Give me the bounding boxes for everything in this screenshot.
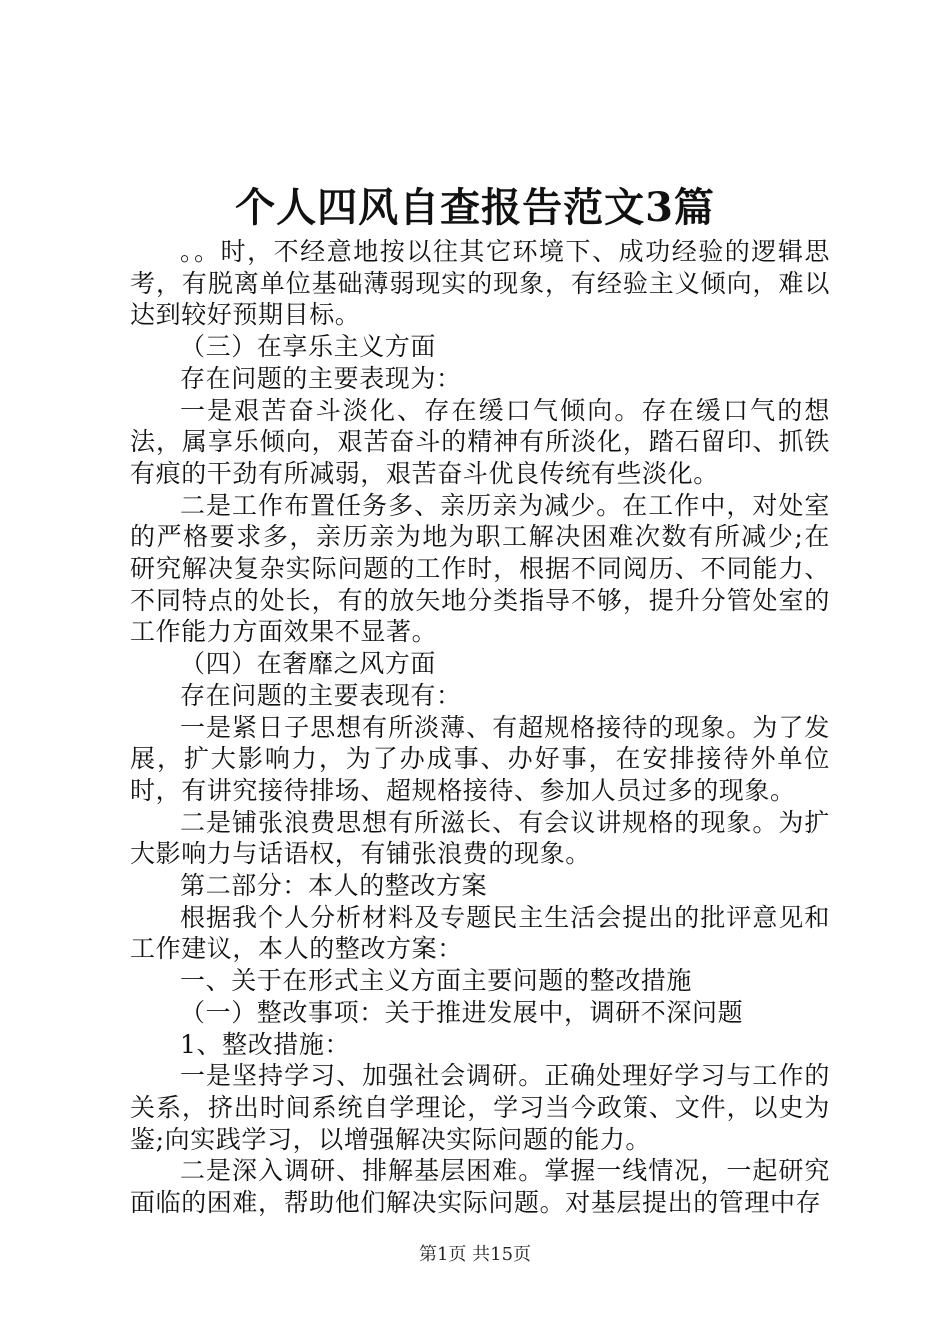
paragraph: 二是铺张浪费思想有所滋长、有会议讲规格的现象。为扩大影响力与话语权，有铺张浪费的现象。 xyxy=(130,807,830,869)
section-heading: （四）在奢靡之风方面 xyxy=(180,649,437,679)
paragraph: 存在问题的主要表现有： xyxy=(180,680,462,710)
section-heading: （三）在享乐主义方面 xyxy=(180,332,437,362)
document-body xyxy=(130,236,830,1219)
page-footer: 第1页 共15页 xyxy=(418,1244,532,1265)
paragraph: 。。时，不经意地按以往其它环境下、成功经验的逻辑思考，有脱离单位基础薄弱现实的现象，有经验主义倾向，难以达到较好预期目标。 xyxy=(130,237,830,330)
paragraph: 存在问题的主要表现为： xyxy=(180,363,462,393)
document-title: 个人四风自查报告范文3篇 xyxy=(235,184,715,231)
section-heading: （一）整改事项：关于推进发展中，调研不深问题 xyxy=(180,997,744,1027)
paragraph: 一是紧日子思想有所淡薄、有超规格接待的现象。为了发展，扩大影响力，为了办成事、办好事，在安排接待外单位时，有讲究接待排场、超规格接待、参加人员过多的现象。 xyxy=(130,712,830,805)
section-heading: 第二部分：本人的整改方案 xyxy=(180,871,488,901)
paragraph: 二是深入调研、排解基层困难。掌握一线情况，一起研究面临的困难，帮助他们解决实际问题。对基层提出的管理中存 xyxy=(130,1156,830,1218)
paragraph: 根据我个人分析材料及专题民主生活会提出的批评意见和工作建议，本人的整改方案： xyxy=(130,902,830,964)
paragraph: 一是艰苦奋斗淡化、存在缓口气倾向。存在缓口气的想法，属享乐倾向，艰苦奋斗的精神有所淡化，踏石留印、抓铁有痕的干劲有所减弱，艰苦奋斗优良传统有些淡化。 xyxy=(130,395,830,488)
paragraph: 二是工作布置任务多、亲历亲为减少。在工作中，对处室的严格要求多，亲历亲为地为职工解决困难次数有所减少;在研究解决复杂实际问题的工作时，根据不同阅历、不同能力、不同特点的处长，有的放矢地分类指导不够，提升分管处室的工作能力方面效果不显著。 xyxy=(130,490,830,647)
paragraph: 1、整改措施： xyxy=(180,1029,351,1059)
section-heading: 一、关于在形式主义方面主要问题的整改措施 xyxy=(180,966,693,996)
paragraph: 一是坚持学习、加强社会调研。正确处理好学习与工作的关系，挤出时间系统自学理论，学习当今政策、文件，以史为鉴;向实践学习，以增强解决实际问题的能力。 xyxy=(130,1061,830,1154)
